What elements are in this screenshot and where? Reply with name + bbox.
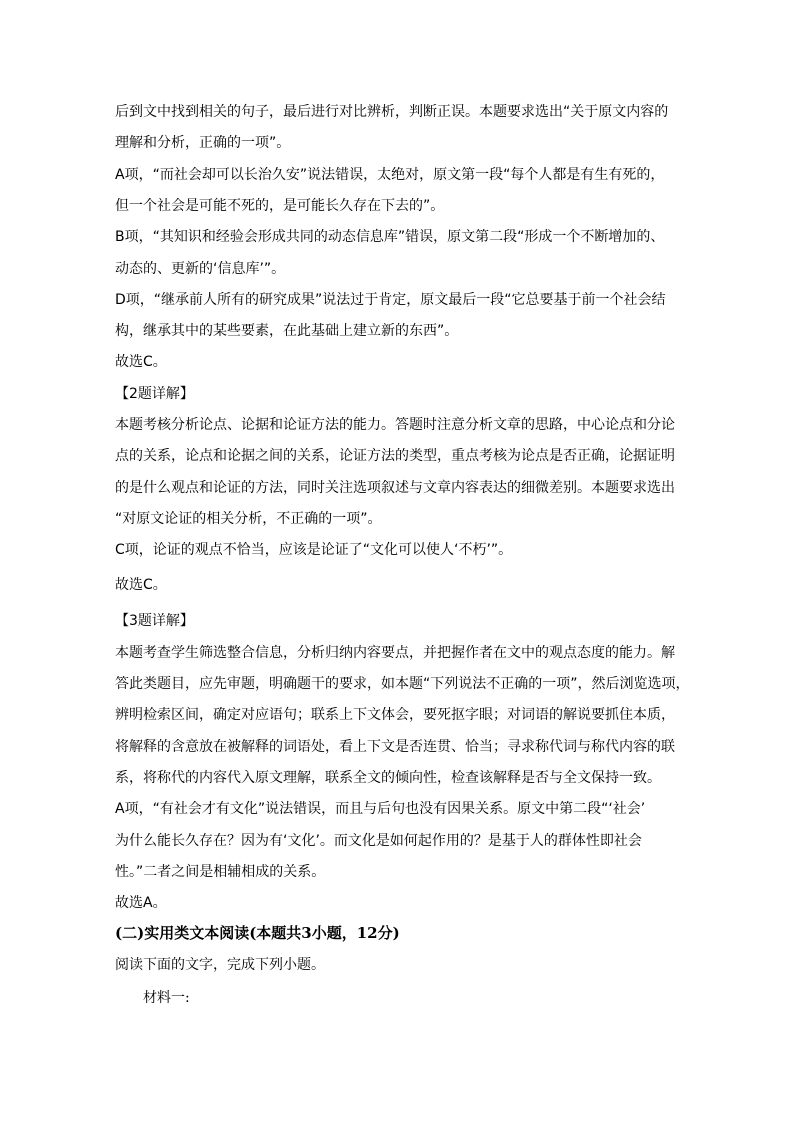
text-line: “对原文论证的相关分析，不正确的一项”。 (115, 511, 382, 527)
section-heading: (二)实用类文本阅读(本题共3小题，12分) (115, 924, 400, 942)
text-line: D项，“继承前人所有的研究成果”说法过于肯定，原文最后一段“它总要基于前一个社会结 (115, 292, 666, 308)
text-line: A项，“而社会却可以长治久安”说法错误，太绝对，原文第一段“每个人都是有生有死的， (115, 167, 665, 183)
text-line: 故选C。 (115, 577, 167, 593)
text-line: 点的关系，论点和论据之间的关系，论证方法的类型，重点考核为论点是否正确，论据证明 (115, 448, 675, 464)
text-line: 系，将称代的内容代入原文理解，联系全文的倾向性，检查该解释是否与全文保持一致。 (115, 770, 661, 786)
instruction-text: 阅读下面的文字，完成下列小题。 (115, 957, 325, 973)
text-line: 的是什么观点和论证的方法，同时关注选项叙述与文章内容表达的细微差别。本题要求选出 (115, 480, 675, 496)
text-line: 答此类题目，应先审题，明确题干的要求，如本题“下列说法不正确的一项”，然后浏览选项， (115, 676, 690, 692)
text-line: C项，论证的观点不恰当，应该是论证了“文化可以使人‘不朽’”。 (115, 542, 513, 558)
text-line: 故选A。 (115, 895, 167, 911)
text-line: 本题考核分析论点、论据和论证方法的能力。答题时注意分析文章的思路，中心论点和分论 (115, 417, 675, 433)
text-line: 但一个社会是可能不死的，是可能长久存在下去的”。 (115, 198, 445, 214)
subheading-3: 【3题详解】 (115, 613, 194, 629)
text-line: 性。”二者之间是相辅相成的关系。 (115, 864, 326, 880)
text-line: 构，继承其中的某些要素，在此基础上建立新的东西”。 (115, 323, 459, 339)
text-line: 理解和分析，正确的一项”。 (115, 135, 291, 151)
subheading-2: 【2题详解】 (115, 386, 194, 402)
text-line: 辨明检索区间，确定对应语句；联系上下文体会，要死抠字眼；对词语的解说要抓住本质， (115, 707, 675, 723)
text-line: 故选C。 (115, 354, 167, 370)
text-line: 后到文中找到相关的句子，最后进行对比辨析，判断正误。本题要求选出“关于原文内容的 (115, 104, 669, 120)
text-line: A项，“有社会才有文化”说法错误，而且与后句也没有因果关系。原文中第二段“‘社会’ (115, 801, 646, 817)
text-line: 将解释的含意放在被解释的词语处，看上下文是否连贯、恰当；寻求称代词与称代内容的联 (115, 739, 675, 755)
text-line: 为什么能长久存在？因为有‘文化’。而文化是如何起作用的？是基于人的群体性即社会 (115, 833, 642, 849)
text-line: B项，“其知识和经验会形成共同的动态信息库”错误，原文第二段“形成一个不断增加的、 (115, 229, 665, 245)
text-line: 本题考查学生筛选整合信息，分析归纳内容要点，并把握作者在文中的观点态度的能力。解 (115, 645, 675, 661)
text-line: 动态的、更新的‘信息库’”。 (115, 261, 286, 277)
material-label: 材料一: (143, 990, 190, 1006)
